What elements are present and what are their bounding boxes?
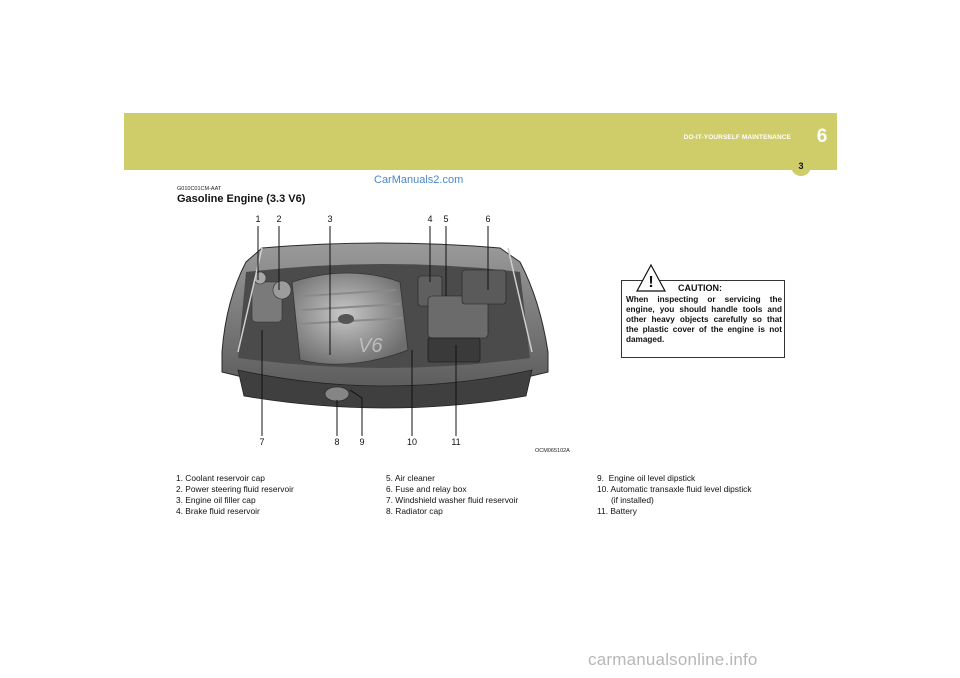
list-item: 6. Fuse and relay box (386, 484, 467, 494)
legend-column-1 (176, 473, 294, 517)
document-code: G010C01CM-AAT (177, 186, 222, 192)
list-item: 2. Power steering fluid reservoir (176, 484, 294, 494)
svg-text:!: ! (648, 274, 654, 291)
warning-icon (636, 264, 666, 292)
page-title: Gasoline Engine (3.3 V6) (177, 193, 306, 205)
callout-9: 9 (359, 437, 365, 447)
engine-cover-label: V6 (358, 335, 383, 357)
chapter-number: 6 (816, 126, 828, 147)
list-item: 9. Engine oil level dipstick (597, 473, 696, 483)
caution-box (621, 274, 785, 358)
list-item: (if installed) (597, 495, 654, 505)
callout-2: 2 (276, 214, 282, 224)
caution-text: When inspecting or servicing the engine, you should handle tools and other heavy objects carefully so that the plastic cover of the engine is not damaged. (626, 295, 782, 344)
callout-10: 10 (406, 437, 417, 447)
callout-5: 5 (443, 214, 449, 224)
callout-6: 6 (485, 214, 491, 224)
callout-3: 3 (327, 214, 333, 224)
list-item: 5. Air cleaner (386, 473, 435, 483)
list-item: 7. Windshield washer fluid reservoir (386, 495, 519, 505)
callout-1: 1 (255, 214, 261, 224)
section-title: DO-IT-YOURSELF MAINTENANCE (683, 134, 791, 141)
page-number: 3 (791, 156, 811, 176)
watermark-link-bottom[interactable]: carmanualsonline.info (588, 650, 758, 669)
legend-column-3 (597, 473, 752, 517)
caution-heading: CAUTION: (678, 283, 722, 293)
watermark-link-top[interactable]: CarManuals2.com (374, 174, 464, 186)
list-item: 8. Radiator cap (386, 506, 443, 516)
list-item: 11. Battery (597, 506, 637, 516)
figure-code: OCM065102A (535, 448, 570, 454)
list-item: 1. Coolant reservoir cap (176, 473, 265, 483)
list-item: 10. Automatic transaxle fluid level dipstick (597, 484, 752, 494)
callout-8: 8 (334, 437, 340, 447)
callout-11: 11 (451, 437, 461, 447)
list-item: 4. Brake fluid reservoir (176, 506, 260, 516)
callout-4: 4 (427, 214, 433, 224)
callout-7: 7 (259, 437, 265, 447)
list-item: 3. Engine oil filler cap (176, 495, 256, 505)
legend-column-2 (386, 473, 518, 517)
